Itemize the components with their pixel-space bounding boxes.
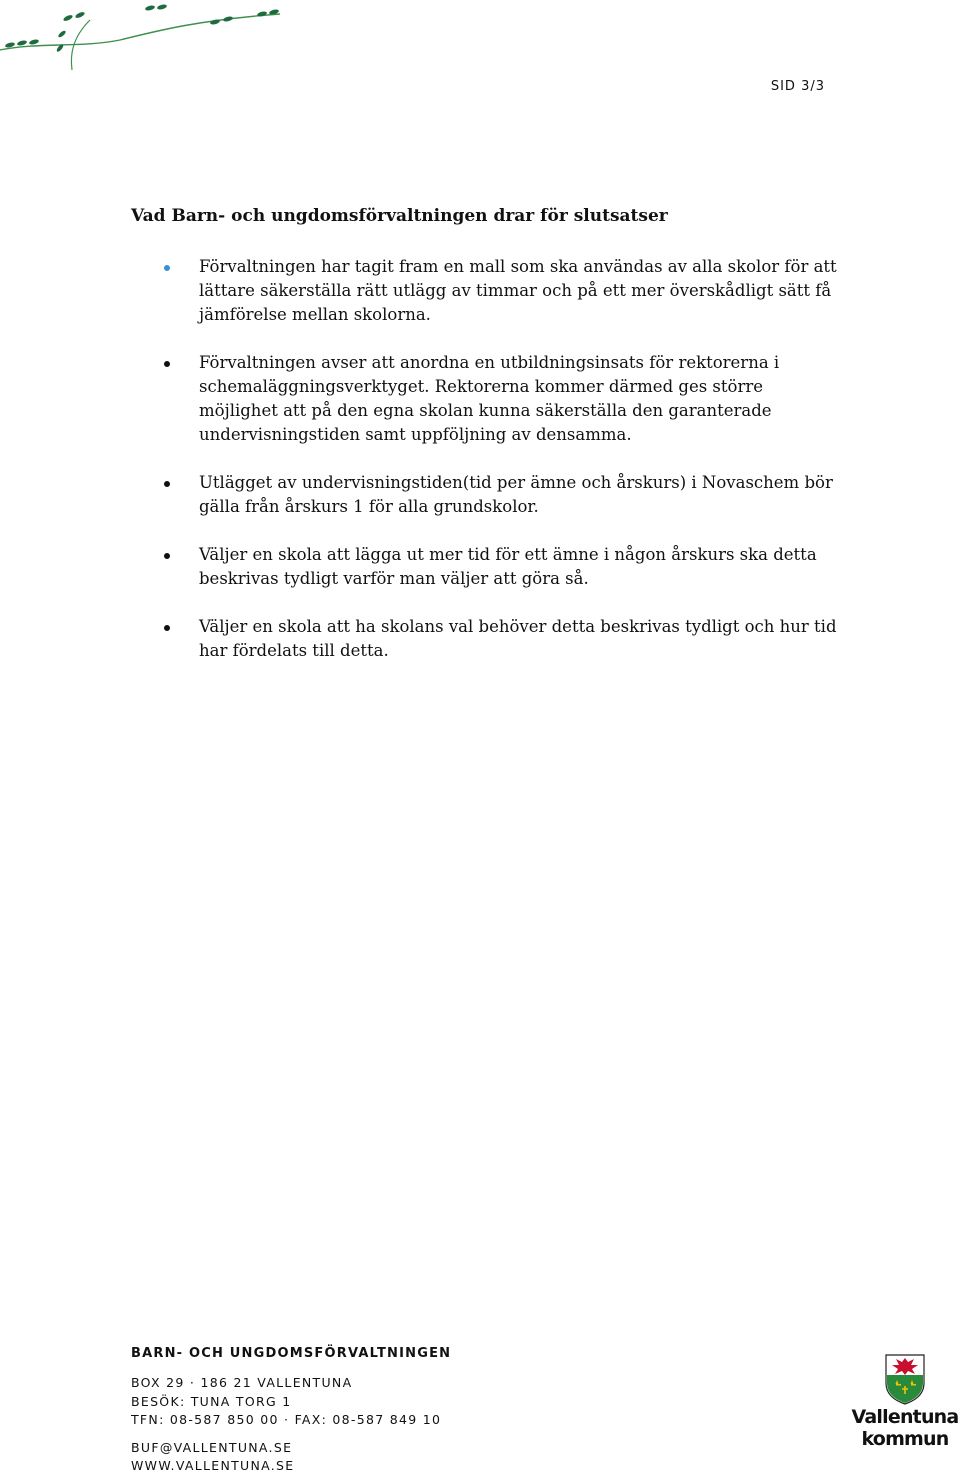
list-item — [160, 615, 840, 663]
footer-address: BOX 29 · 186 21 VALLENTUNA — [131, 1375, 353, 1390]
list-item — [160, 543, 840, 591]
footer-phone: TFN: 08-587 850 00 · FAX: 08-587 849 10 — [131, 1412, 442, 1427]
footer-web: WWW.VALLENTUNA.SE — [131, 1458, 295, 1473]
list-item-text: Utlägget av undervisningstiden(tid per ämne och årskurs) i Novaschem bör gälla från årskurs 1 för alla grundskolor. — [199, 473, 833, 516]
footer-visit: BESÖK: TUNA TORG 1 — [131, 1393, 292, 1409]
footer-org-name: BARN- OCH UNGDOMSFÖRVALTNINGEN — [131, 1346, 452, 1361]
section-heading: Vad Barn- och ungdomsförvaltningen drar för slutsatser — [131, 206, 668, 226]
conclusion-list — [160, 255, 840, 687]
list-item — [160, 255, 840, 327]
list-item — [160, 351, 840, 447]
list-item-text: Förvaltningen har tagit fram en mall som ska användas av alla skolor för att lättare säkerställa rätt utlägg av timmar och på ett mer överskådligt sätt få jämförelse mellan skolorna. — [199, 257, 837, 324]
list-item-text: Väljer en skola att lägga ut mer tid för ett ämne i någon årskurs ska detta beskrivas tydligt varför man väljer att göra så. — [199, 545, 817, 588]
wordmark-line2: kommun — [861, 1428, 949, 1450]
bullet-icon — [164, 481, 170, 487]
footer-contact — [131, 1346, 451, 1476]
list-item-text: Förvaltningen avser att anordna en utbildningsinsats för rektorerna i schemaläggningsverktyget. Rektorerna kommer därmed ges större möjlighet att på den egna skolan kunna säkerställa den garanterade undervisningstiden samt uppföljning av densamma. — [199, 353, 780, 444]
footer-email: BUF@VALLENTUNA.SE — [131, 1439, 293, 1455]
wordmark-line1: Vallentuna — [851, 1406, 959, 1428]
bullet-icon — [164, 265, 170, 271]
coat-of-arms-icon — [884, 1353, 926, 1405]
list-item-text: Väljer en skola att ha skolans val behöver detta beskrivas tydligt och hur tid har fördelats till detta. — [199, 617, 837, 660]
list-item — [160, 471, 840, 519]
vallentuna-kommun-logo — [850, 1406, 960, 1450]
page-number: SID 3/3 — [770, 79, 825, 94]
bullet-icon — [164, 625, 170, 631]
leaf-branch-logo-icon — [0, 0, 290, 78]
bullet-icon — [164, 361, 170, 367]
bullet-icon — [164, 553, 170, 559]
